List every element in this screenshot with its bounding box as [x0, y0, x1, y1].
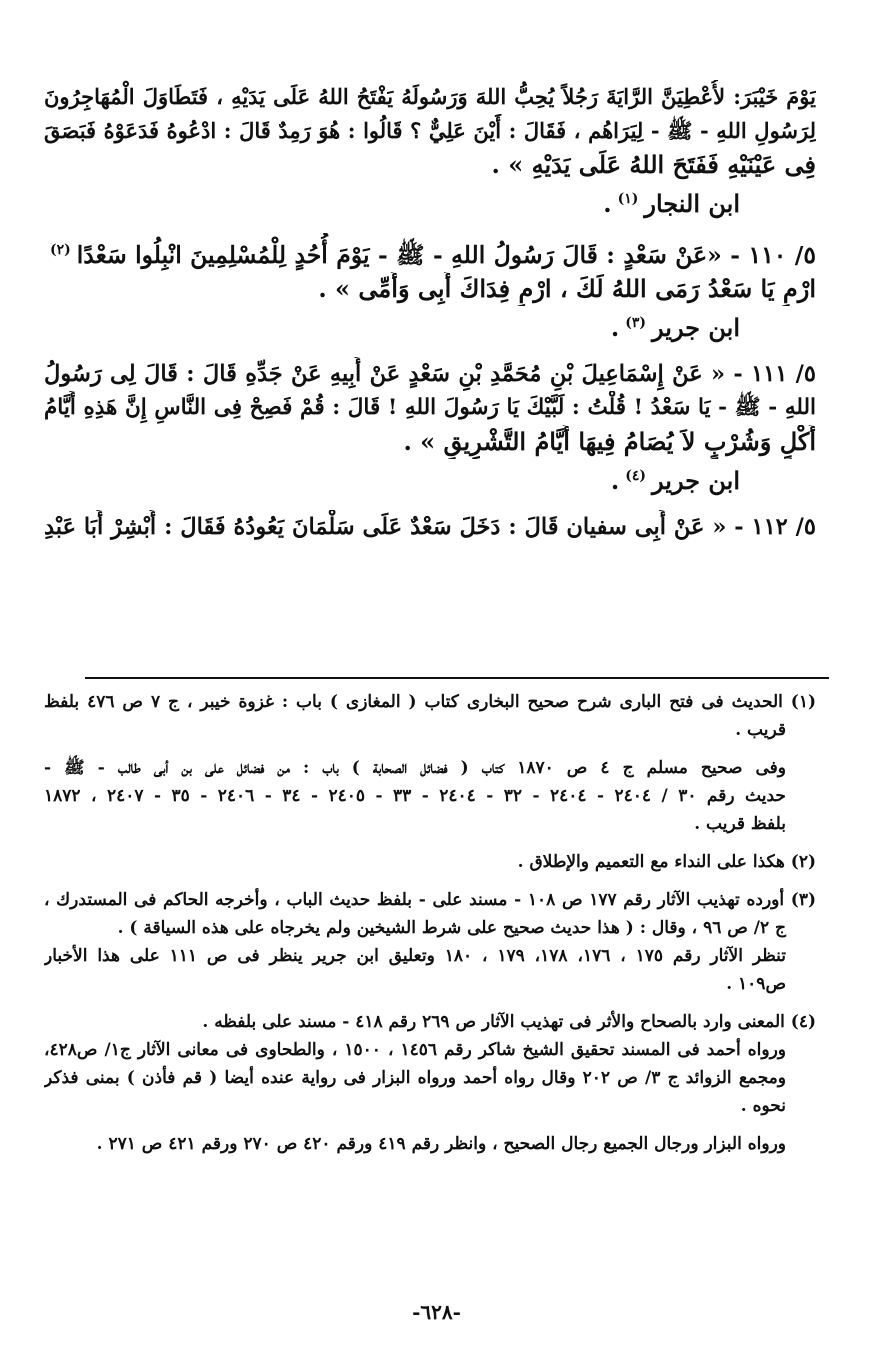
footnote-line: قريب . — [735, 720, 786, 740]
source-name: ابن جرير — [652, 465, 740, 495]
footnote — [44, 1130, 816, 1158]
footnote-line: وفى صحيح مسلم ج ٤ ص ١٨٧٠ كتاب ( فضائل الصحابة ) باب : من فضائل على بن أبى طالب - ﷺ - — [44, 758, 786, 778]
hadith-line: اللهِ - ﷺ - يَا سَعْدُ ! قُلْتُ : لَبَّيْكَ يَا رَسُولَ اللهِ ! قَالَ : قُمْ فَصِحْ فِى النَّاسِ إِنَّ هَذِهِ أَيَّامُ — [44, 394, 816, 420]
footnote — [44, 754, 816, 838]
footnote-line: (١) الحديث فى فتح البارى شرح صحيح البخارى كتاب ( المغازى ) باب : غزوة خيبر ، ج ٧ ص ٤٧٦ بلفظ — [44, 692, 816, 712]
footnote-line: حديث رقم ٣٠ / ٢٤٠٤ - ٢٤٠٤ - ٣٢ - ٢٤٠٤ - ٣٣ - ٢٤٠٥ - ٣٤ - ٢٤٠٦ - ٣٥ - ٢٤٠٧ ، ١٨٧٢ — [44, 786, 786, 806]
period: . — [610, 465, 620, 495]
main-text — [44, 80, 816, 544]
hadith-110-text: ٥/ ١١٠ - «عَنْ سَعْدٍ : قَالَ رَسُولُ اللهِ - ﷺ - يَوْمَ أُحُدٍ لِلْمُسْلِمِينَ انْبِلُوا سَعْدًا — [76, 240, 816, 269]
footnote — [44, 886, 816, 998]
footnote-line: ومجمع الزوائد ج ٣/ ص ٢٠٢ وقال رواه أحمد ورواه البزار فى رواية عنده أيضا ( قم فأذن ) بمنى فذكر — [44, 1068, 787, 1088]
footnote-line: (٢) هكذا على النداء مع التعميم والإطلاق . — [517, 852, 816, 872]
footnote-line: (٤) المعنى وارد بالصحاح والأثر فى تهذيب الآثار ص ٢٦٩ رقم ٤١٨ - مسند على بلفظه . — [202, 1012, 816, 1032]
hadith-line: ارْمِ يَا سَعْدُ رَمَى اللهُ لَكَ ، ارْمِ فِدَاكَ أَبِى وَأُمِّى » . — [318, 273, 816, 303]
hadith-line — [44, 233, 816, 272]
source-attribution — [44, 182, 816, 221]
source-name: ابن جرير — [652, 312, 740, 342]
text-line: لِرَسُولِ اللهِ - ﷺ - لِيَرَاهُم ، فَقَالَ : أَيْنَ عَلِيٌّ ؟ قَالُوا : هُوَ رَمِدٌ قَالَ : ادْعُوهُ فَدَعَوْهُ فَبَصَقَ — [44, 118, 816, 143]
footnote-line: ص١٠٩ . — [726, 974, 786, 994]
footnote-separator — [85, 677, 829, 679]
footnote-line: ورواه أحمد فى المسند تحقيق الشيخ شاكر رقم ١٤٥٦ ، ١٥٠٠ ، والطحاوى فى معانى الآثار ج١/ ص٤٢٨، — [44, 1040, 787, 1060]
hadith-line: ٥/ ١١١ - « عَنْ إِسْمَاعِيلَ بْنِ مُحَمَّدِ بْنِ سَعْدٍ عَنْ أَبِيهِ عَنْ جَدِّهِ قَالَ : قَالَ لِى رَسُولُ — [44, 360, 816, 387]
hadith-line: ٥/ ١١٢ - « عَنْ أَبِى سفيان قَالَ : دَخَلَ سَعْدٌ عَلَى سَلْمَانَ يَعُودُهُ فَقَالَ : أَبْشِرْ أَبَا عَبْدِ — [44, 513, 816, 540]
period: . — [610, 312, 620, 342]
footnote-line: نحوه . — [740, 1096, 786, 1116]
footnote-line: (٣) أورده تهذيب الآثار رقم ١٧٧ ص ١٠٨ - مسند على - بلفظ حديث الباب ، وأخرجه الحاكم فى المستدرك ، — [44, 890, 816, 910]
footnote-line: تنظر الآثار رقم ١٧٥ ، ١٧٦، ١٧٨، ١٧٩ ، ١٨٠ وتعليق ابن جرير ينظر فى ص ١١١ على هذا الأخبار — [44, 946, 787, 966]
page-number: -٦٢٨- — [412, 1300, 461, 1324]
text-line: فِى عَيْنَيْهِ فَفَتَحَ اللهُ عَلَى يَدَيْهِ » . — [491, 150, 816, 179]
period: . — [603, 189, 612, 218]
footnote-ref[interactable]: (٣) — [625, 314, 647, 331]
footnote-ref[interactable]: (٢) — [50, 242, 71, 258]
footnote — [44, 1008, 816, 1120]
source-name: ابن النجار — [644, 189, 740, 218]
footnote-ref[interactable]: (١) — [617, 191, 639, 207]
hadith-line: أَكْلٍ وَشُرْبٍ لاَ يُصَامُ فِيهَا أَيَّامُ التَّشْرِيقِ » . — [403, 426, 816, 456]
source-attribution — [44, 459, 816, 498]
footnote-line: ج ٢/ ص ٩٦ ، وقال : ( هذا حديث صحيح على شرط الشيخين ولم يخرجاه على هذه السياقة ) . — [117, 918, 786, 938]
footnote-ref[interactable]: (٤) — [625, 467, 647, 484]
footnote-line: بلفظ قريب . — [694, 814, 786, 834]
source-attribution — [44, 306, 816, 345]
footnote — [44, 688, 816, 744]
footnotes — [44, 688, 816, 1168]
footnote-line: ورواه البزار ورجال الجميع رجال الصحيح ، وانظر رقم ٤١٩ ورقم ٤٢٠ ص ٢٧٠ ورقم ٤٢١ ص ٢٧١ . — [96, 1134, 786, 1154]
footnote — [44, 848, 816, 876]
text-line: يَوْمَ خَيْبَرَ: لأُعْطِيَنَّ الرَّايَةَ رَجُلاً يُحِبُّ اللهَ وَرَسُولَهُ يَفْتَحُ اللهُ عَلَى يَدَيْهِ ، فَتَطَاوَلَ الْمُهَاجِرُونَ — [44, 84, 816, 109]
